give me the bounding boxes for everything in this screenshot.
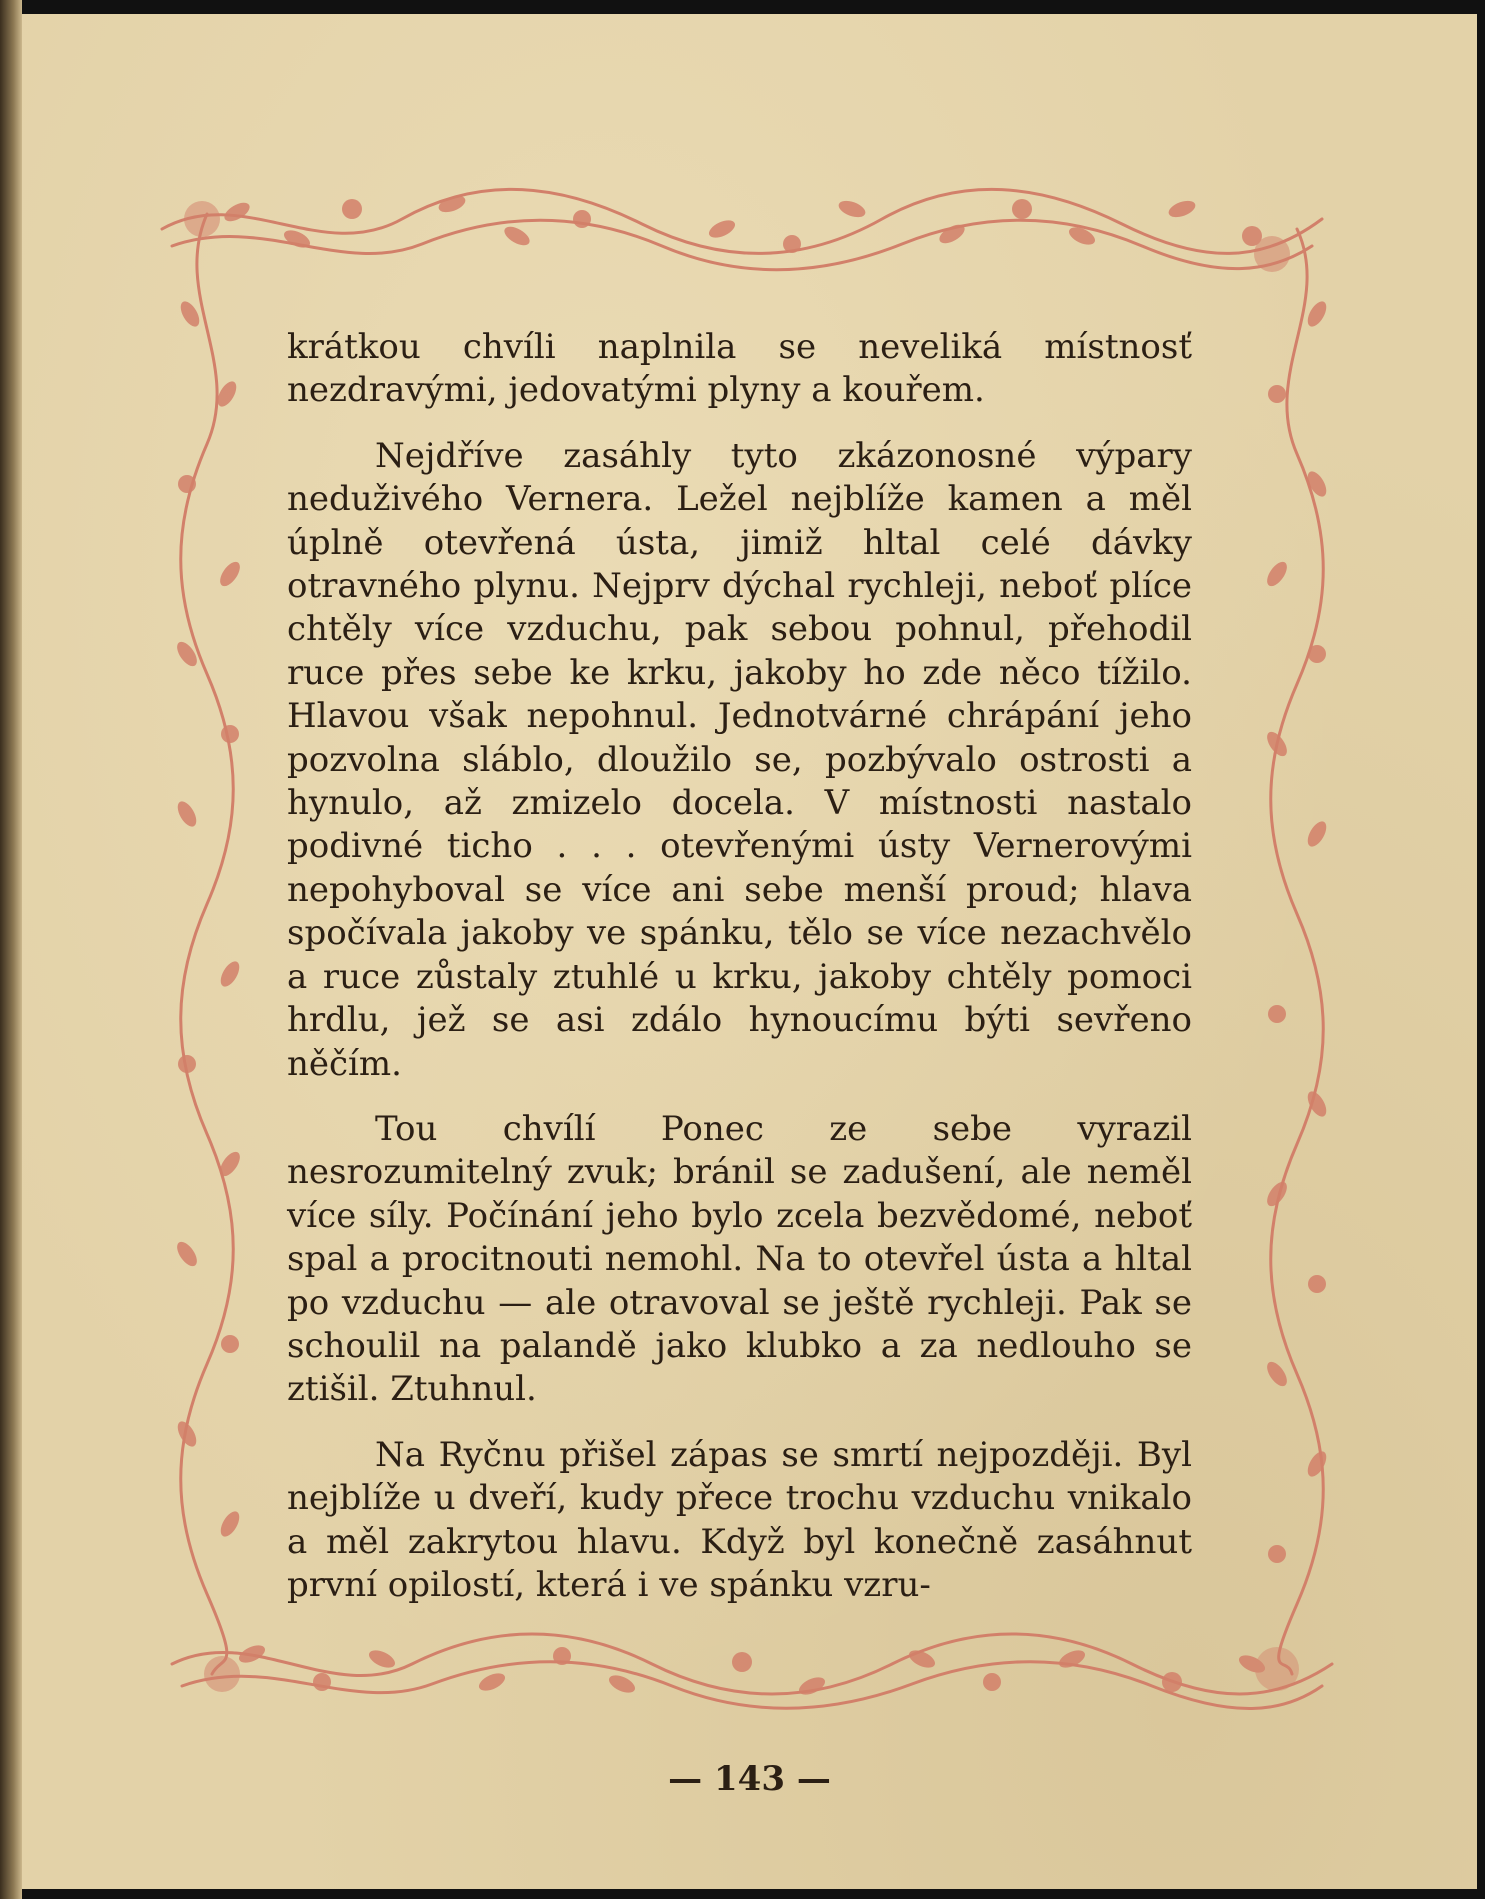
book-page [22, 14, 1477, 1889]
left-vine-icon [181, 214, 234, 1674]
book-spine-edge [0, 0, 22, 1899]
bottom-vine-icon [172, 1634, 1332, 1694]
paragraph-4: Na Ryčnu přišel zápas se smrtí nejpozději. Byl nejblíže u dveří, kudy přece trochu vzduchu vnikalo a měl zakrytou hlavu. Když byl konečně zasáhnut první opilostí, která i ve spánku vzru- [287, 1434, 1192, 1605]
paragraph-3: Tou chvílí Ponec ze sebe vyrazil nesrozumitelný zvuk; bránil se zadušení, ale neměl více síly. Počínání jeho bylo zcela bezvědomé, neboť spal a procitnouti nemohl. Na to otevřel ústa a hltal po vzduchu — ale otravoval se ještě rychleji. Pak se schoulil na palandě jako klubko a za nedlouho se ztišil. Ztuhnul. [287, 1108, 1192, 1410]
paragraph-1: krátkou chvíli naplnila se neveliká místnosť nezdravými, jedovatými plyny a kouřem. [287, 327, 1192, 411]
paragraph-2: Nejdříve zasáhly tyto zkázonosné výpary neduživého Vernera. Ležel nejblíže kamen a měl úplně otevřená ústa, jimiž hltal celé dávky otravného plynu. Nejprv dýchal rychleji, neboť plíce chtěly více vzduchu, pak sebou pohnul, přehodil ruce přes sebe ke krku, jakoby ho zde něco tížilo. Hlavou však nepohnul. Jednotvárné chrápání jeho pozvolna sláblo, dloužilo se, pozbývalo ostrosti a hynulo, až zmizelo docela. V místnosti nastalo podivné ticho . . . otevřenými ústy Vernerovými nepohyboval se více ani sebe menší proud; hlava spočívala jakoby ve spánku, tělo se více nezachvělo a ruce zůstaly ztuhlé u krku, jakoby chtěly pomoci hrdlu, jež se asi zdálo hynoucímu býti sevřeno něčím. [287, 435, 1192, 1084]
page-number: — 143 — [668, 1759, 831, 1799]
top-vine-inner-icon [172, 220, 1312, 270]
body-text [287, 326, 1192, 1607]
bottom-vine-inner-icon [182, 1662, 1322, 1709]
top-vine-icon [162, 189, 1322, 253]
